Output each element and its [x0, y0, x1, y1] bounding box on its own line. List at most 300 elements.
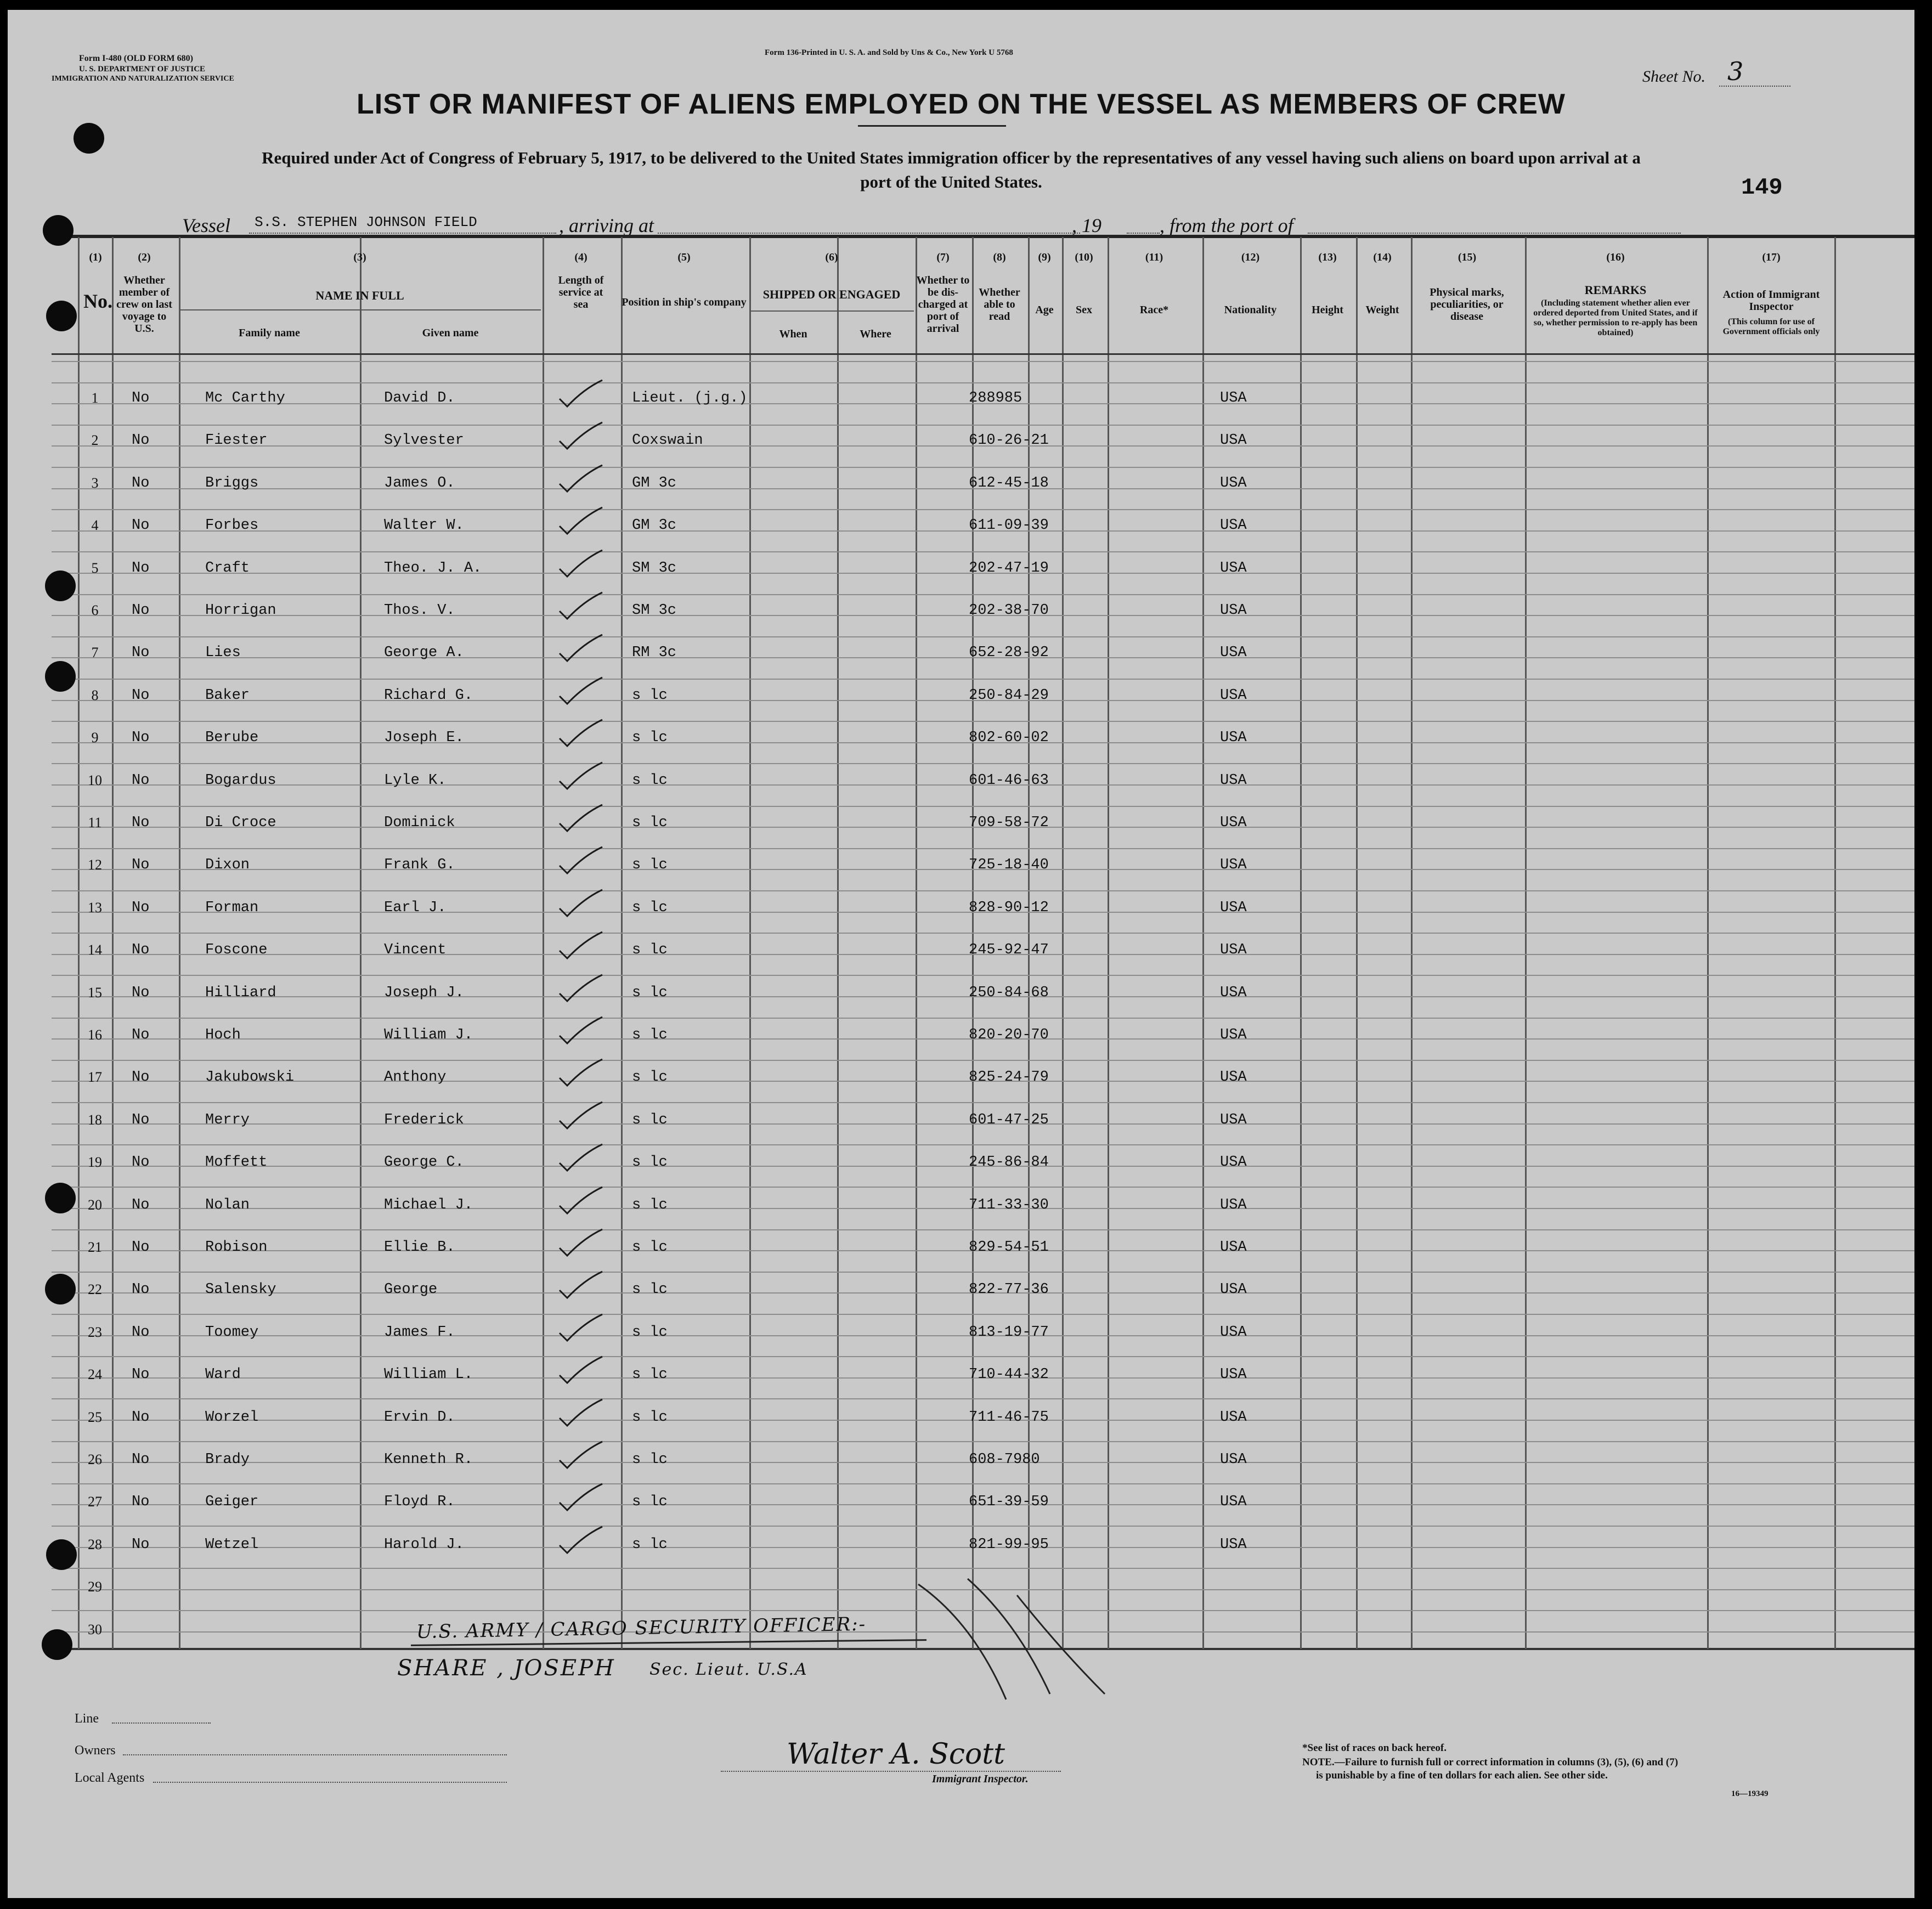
ruling-line: [52, 636, 1914, 637]
col3-num: (3): [353, 251, 366, 263]
check-mark-icon: [556, 760, 606, 793]
vessel-name-line: [249, 233, 556, 234]
cell-no: 21: [88, 1239, 102, 1255]
col10-label: Sex: [1076, 304, 1092, 316]
col6-where: Where: [860, 328, 891, 340]
cell-family: Robison: [205, 1239, 268, 1256]
cell-nat: USA: [1220, 1196, 1247, 1213]
cell-no: 26: [88, 1451, 102, 1467]
col17-num: (17): [1762, 251, 1781, 263]
cell-nat: USA: [1220, 1069, 1247, 1086]
vessel-label: Vessel: [182, 214, 230, 236]
cell-no: 10: [88, 772, 102, 788]
cell-position: s lc: [632, 1281, 668, 1298]
check-mark-icon: [556, 590, 606, 623]
cell-family: Geiger: [205, 1494, 259, 1511]
note-line1: NOTE.—Failure to furnish full or correct information in columns (3), (5), (6) and (7): [1302, 1756, 1679, 1768]
note-races: *See list of races on back hereof.: [1302, 1742, 1447, 1754]
cell-no: 19: [88, 1154, 102, 1171]
line-label: Line: [75, 1712, 99, 1726]
col10-num: (10): [1075, 251, 1093, 263]
check-mark-icon: [556, 888, 606, 920]
cell-family: Berube: [205, 730, 259, 747]
subtitle-line1: Required under Act of Congress of February 5, 1917, to be delivered to the United States immigration officer by the representatives of any vessel having such aliens on board upon arrival at a: [262, 148, 1641, 167]
check-mark-icon: [556, 1269, 606, 1302]
col7-label: Whether to be dis-charged at port of arrival: [916, 274, 970, 335]
check-mark-icon: [556, 675, 606, 708]
cell-family: Merry: [205, 1111, 250, 1128]
agents-label: Local Agents: [75, 1771, 145, 1785]
ruling-line: [52, 933, 1914, 934]
check-mark-icon: [556, 1312, 606, 1345]
cell-position: s lc: [632, 730, 668, 747]
col1-num: (1): [89, 251, 102, 263]
cell-given: David D.: [384, 390, 455, 406]
ruling-line: [52, 1144, 1914, 1145]
ruling-line: [52, 1314, 1914, 1315]
cell-family: Jakubowski: [205, 1069, 295, 1086]
cell-no: 27: [88, 1494, 102, 1510]
cell-family: Horrigan: [205, 602, 276, 619]
officer-name: SHARE , JOSEPH: [397, 1656, 615, 1681]
cell-position: Lieut. (j.g.): [632, 390, 748, 406]
vessel-name: S.S. STEPHEN JOHNSON FIELD: [255, 214, 477, 230]
binder-hole: [45, 1274, 76, 1304]
cell-prev: No: [132, 1324, 150, 1341]
col14-num: (14): [1373, 251, 1392, 263]
cell-nat: USA: [1220, 560, 1247, 577]
cell-given: Sylvester: [384, 432, 464, 449]
cell-nat: USA: [1220, 475, 1247, 492]
cell-nat: USA: [1220, 390, 1247, 406]
col3-label: NAME IN FULL: [315, 289, 404, 302]
cell-family: Salensky: [205, 1281, 276, 1298]
cell-family: Hilliard: [205, 984, 276, 1001]
ruling-line: [52, 1568, 1914, 1569]
cell-nat: USA: [1220, 857, 1247, 874]
col16-label: REMARKS: [1584, 283, 1647, 297]
ruling-line: [52, 1102, 1914, 1103]
cell-given: Dominick: [384, 815, 455, 831]
cell-family: Baker: [205, 687, 250, 704]
ruling-line: [52, 763, 1914, 764]
cell-nat: USA: [1220, 1281, 1247, 1298]
cell-given: Anthony: [384, 1069, 447, 1086]
cell-prev: No: [132, 602, 150, 619]
cell-prev: No: [132, 815, 150, 831]
ruling-line: [52, 1187, 1914, 1188]
cell-position: s lc: [632, 1069, 668, 1086]
cell-family: Lies: [205, 645, 241, 662]
strike-marks: [907, 1573, 1127, 1710]
check-mark-icon: [556, 632, 606, 665]
cell-position: s lc: [632, 1366, 668, 1383]
cell-read: 825-24-79: [969, 1069, 1049, 1086]
ruling-line: [52, 1356, 1914, 1357]
cell-nat: USA: [1220, 1239, 1247, 1256]
cell-prev: No: [132, 517, 150, 534]
cell-no: 11: [88, 815, 102, 831]
ruling-line: [52, 1018, 1914, 1019]
ruling-line: [52, 1526, 1914, 1527]
ruling-line: [52, 890, 1914, 891]
cell-family: Hoch: [205, 1027, 241, 1043]
col4-label: Length of service at sea: [558, 274, 604, 310]
cell-family: Di Croce: [205, 815, 276, 831]
cell-given: William L.: [384, 1366, 473, 1383]
cell-position: RM 3c: [632, 645, 677, 662]
cell-family: Moffett: [205, 1154, 268, 1171]
cell-nat: USA: [1220, 687, 1247, 704]
check-mark-icon: [556, 505, 606, 538]
cell-read: 612-45-18: [969, 475, 1049, 492]
column-divider: [1411, 237, 1413, 1649]
col6-subrule: [749, 310, 914, 312]
ruling-line: [52, 551, 1914, 552]
form-id: Form I-480 (OLD FORM 680): [79, 54, 193, 63]
cell-read: 610-26-21: [969, 432, 1049, 449]
from-port-line: [1308, 233, 1681, 234]
col11-num: (11): [1145, 251, 1163, 263]
col16-num: (16): [1606, 251, 1625, 263]
col2-label: Whether member of crew on last voyage to U.S.: [116, 274, 172, 335]
check-mark-icon: [556, 973, 606, 1006]
header-bottom-rule: [52, 353, 1914, 355]
cell-given: Floyd R.: [384, 1494, 455, 1511]
cell-nat: USA: [1220, 645, 1247, 662]
cell-no: 24: [88, 1366, 102, 1383]
cell-given: James O.: [384, 475, 455, 492]
title-rule: [858, 125, 1006, 127]
cell-nat: USA: [1220, 432, 1247, 449]
check-mark-icon: [556, 1524, 606, 1557]
cell-given: Joseph J.: [384, 984, 464, 1001]
service: IMMIGRATION AND NATURALIZATION SERVICE: [52, 75, 234, 83]
cell-read: 245-86-84: [969, 1154, 1049, 1171]
department: U. S. DEPARTMENT OF JUSTICE: [79, 65, 206, 74]
ruling-line: [52, 1483, 1914, 1484]
cell-position: s lc: [632, 687, 668, 704]
cell-no: 2: [91, 432, 99, 449]
cell-read: 802-60-02: [969, 730, 1049, 747]
column-divider: [1108, 237, 1109, 1649]
cell-position: s lc: [632, 1409, 668, 1426]
ruling-line: [52, 509, 1914, 510]
cell-prev: No: [132, 730, 150, 747]
cell-no: 17: [88, 1069, 102, 1086]
year-line: [1127, 233, 1160, 234]
page-title: LIST OR MANIFEST OF ALIENS EMPLOYED ON THE VESSEL AS MEMBERS OF CREW: [357, 88, 1566, 120]
cell-no: 7: [91, 645, 99, 661]
cell-given: Ervin D.: [384, 1409, 455, 1426]
cell-read: 709-58-72: [969, 815, 1049, 831]
cell-family: Craft: [205, 560, 250, 577]
cell-nat: USA: [1220, 815, 1247, 831]
ruling-line: [52, 382, 1914, 383]
sheet-number: 3: [1727, 57, 1744, 86]
cell-prev: No: [132, 942, 150, 959]
ruling-line: [52, 679, 1914, 680]
cell-no: 8: [91, 687, 99, 703]
cell-read: 820-20-70: [969, 1027, 1049, 1043]
cell-no: 25: [88, 1409, 102, 1425]
cell-prev: No: [132, 1154, 150, 1171]
officer-rank: Sec. Lieut. U.S.A: [649, 1660, 808, 1679]
cell-given: Lyle K.: [384, 772, 447, 789]
cell-family: Bogardus: [205, 772, 276, 789]
column-divider: [621, 237, 623, 1649]
cell-family: Dixon: [205, 857, 250, 874]
column-divider: [749, 237, 751, 1649]
cell-prev: No: [132, 432, 150, 449]
cell-read: 652-28-92: [969, 645, 1049, 662]
cell-read: 651-39-59: [969, 1494, 1049, 1511]
col12-num: (12): [1241, 251, 1260, 263]
cell-position: SM 3c: [632, 560, 677, 577]
cell-given: Joseph E.: [384, 730, 464, 747]
sheet-number-underline: [1719, 86, 1790, 87]
cell-nat: USA: [1220, 517, 1247, 534]
cell-family: Ward: [205, 1366, 241, 1383]
officer-line: U.S. ARMY / CARGO SECURITY OFFICER:-: [416, 1613, 867, 1643]
cell-position: SM 3c: [632, 602, 677, 619]
binder-hole: [45, 571, 76, 601]
cell-family: Toomey: [205, 1324, 259, 1341]
binder-hole: [46, 1539, 77, 1570]
cell-no: 20: [88, 1196, 102, 1213]
cell-nat: USA: [1220, 984, 1247, 1001]
cell-no: 9: [91, 730, 99, 746]
cell-position: s lc: [632, 1239, 668, 1256]
cell-prev: No: [132, 475, 150, 492]
cell-read: 711-46-75: [969, 1409, 1049, 1426]
binder-hole: [45, 661, 76, 692]
cell-position: s lc: [632, 772, 668, 789]
cell-nat: USA: [1220, 1027, 1247, 1043]
cell-prev: No: [132, 1409, 150, 1426]
ruling-line: [52, 467, 1914, 468]
cell-prev: No: [132, 687, 150, 704]
column-divider: [179, 237, 180, 1649]
check-mark-icon: [556, 718, 606, 750]
subtitle-line2: port of the United States.: [860, 172, 1042, 191]
cell-no: 15: [88, 984, 102, 1001]
cell-given: Richard G.: [384, 687, 473, 704]
cell-nat: USA: [1220, 899, 1247, 916]
agents-field: [153, 1782, 507, 1783]
col13-label: Height: [1312, 304, 1343, 316]
cell-no: 6: [91, 602, 99, 618]
cell-given: Michael J.: [384, 1196, 473, 1213]
check-mark-icon: [556, 845, 606, 878]
cell-no: 3: [91, 475, 99, 491]
cell-nat: USA: [1220, 1451, 1247, 1468]
column-divider: [1525, 237, 1527, 1649]
form-code: 16—19349: [1731, 1789, 1769, 1798]
cell-prev: No: [132, 390, 150, 406]
year-label: , 19: [1072, 214, 1101, 236]
cell-family: Forbes: [205, 517, 259, 534]
cell-no: 1: [91, 390, 99, 406]
cell-family: Worzel: [205, 1409, 259, 1426]
binder-hole: [45, 1183, 76, 1213]
signature-line: [721, 1771, 1061, 1772]
check-mark-icon: [556, 1185, 606, 1218]
check-mark-icon: [556, 1142, 606, 1175]
cell-read: 611-09-39: [969, 517, 1049, 534]
col4-num: (4): [574, 251, 587, 263]
col3-subrule: [179, 309, 541, 310]
cell-given: Ellie B.: [384, 1239, 455, 1256]
cell-prev: No: [132, 1239, 150, 1256]
col2-num: (2): [138, 251, 151, 263]
cell-family: Fiester: [205, 432, 268, 449]
cell-position: GM 3c: [632, 475, 677, 492]
cell-position: s lc: [632, 1324, 668, 1341]
cell-given: Frank G.: [384, 857, 455, 874]
check-mark-icon: [556, 420, 606, 453]
cell-read: 601-46-63: [969, 772, 1049, 789]
cell-read: 608-7980: [969, 1451, 1040, 1468]
cell-position: s lc: [632, 1196, 668, 1213]
cell-given: Kenneth R.: [384, 1451, 473, 1468]
cell-given: George C.: [384, 1154, 464, 1171]
cell-no: 13: [88, 899, 102, 916]
cell-position: s lc: [632, 1154, 668, 1171]
cell-position: s lc: [632, 942, 668, 959]
col8-num: (8): [993, 251, 1006, 263]
col17-sub: (This column for use of Government officials only: [1722, 317, 1820, 336]
manifest-sheet: [8, 10, 1914, 1898]
cell-nat: USA: [1220, 1324, 1247, 1341]
cell-nat: USA: [1220, 772, 1247, 789]
ruling-line: [52, 721, 1914, 722]
cell-given: Walter W.: [384, 517, 464, 534]
cell-prev: No: [132, 1027, 150, 1043]
cell-given: Earl J.: [384, 899, 447, 916]
ruling-line: [52, 1398, 1914, 1399]
cell-read: 601-47-25: [969, 1111, 1049, 1128]
ruling-line: [52, 975, 1914, 976]
col6-label: SHIPPED OR ENGAGED: [762, 287, 901, 301]
cell-prev: No: [132, 560, 150, 577]
cell-given: Theo. J. A.: [384, 560, 482, 577]
check-mark-icon: [556, 1354, 606, 1387]
column-divider: [1062, 237, 1064, 1649]
ruling-line: [52, 594, 1914, 595]
column-divider: [1834, 237, 1836, 1649]
cell-nat: USA: [1220, 1154, 1247, 1171]
cell-read: 821-99-95: [969, 1536, 1049, 1553]
col1-label: No.: [83, 290, 112, 312]
cell-family: Wetzel: [205, 1536, 259, 1553]
ruling-line: [52, 848, 1914, 849]
cell-read: 710-44-32: [969, 1366, 1049, 1383]
cell-position: s lc: [632, 899, 668, 916]
cell-given: James F.: [384, 1324, 455, 1341]
check-mark-icon: [556, 1057, 606, 1090]
cell-no: 16: [88, 1027, 102, 1043]
printer-note: Form 136-Printed in U. S. A. and Sold by Uns & Co., New York U 5768: [765, 48, 1013, 57]
from-port-label: , from the port of: [1160, 214, 1293, 236]
col9-num: (9): [1038, 251, 1051, 263]
col6-num: (6): [825, 251, 838, 263]
check-mark-icon: [556, 1482, 606, 1515]
cell-given: George A.: [384, 645, 464, 662]
cell-prev: No: [132, 1494, 150, 1511]
col5-num: (5): [677, 251, 691, 263]
cell-no: 18: [88, 1111, 102, 1128]
cell-prev: No: [132, 645, 150, 662]
col13-num: (13): [1318, 251, 1337, 263]
cell-no: 12: [88, 857, 102, 873]
sheet-label: Sheet No.: [1642, 67, 1705, 86]
owners-field: [123, 1754, 507, 1755]
column-divider: [916, 237, 917, 1649]
cell-given: William J.: [384, 1027, 473, 1043]
binder-hole: [46, 301, 77, 331]
cell-family: Forman: [205, 899, 259, 916]
inspector-label: Immigrant Inspector.: [932, 1773, 1029, 1785]
check-mark-icon: [556, 1397, 606, 1430]
check-mark-icon: [556, 803, 606, 835]
arriving-label: , arriving at: [559, 214, 654, 236]
note-line2: is punishable by a fine of ten dollars for each alien. See other side.: [1316, 1770, 1608, 1781]
cell-nat: USA: [1220, 1366, 1247, 1383]
col5-label: Position in ship's company: [622, 296, 747, 308]
cell-family: Foscone: [205, 942, 268, 959]
col12-label: Nationality: [1224, 304, 1277, 316]
ruling-line: [52, 1060, 1914, 1061]
cell-given: Vincent: [384, 942, 447, 959]
check-mark-icon: [556, 930, 606, 963]
cell-position: s lc: [632, 1494, 668, 1511]
cell-family: Brady: [205, 1451, 250, 1468]
cell-position: s lc: [632, 984, 668, 1001]
col17-label: Action of Immigrant Inspector: [1722, 289, 1820, 313]
ruling-line: [52, 425, 1914, 426]
table-top-rule: [52, 235, 1914, 238]
cell-no: 28: [88, 1536, 102, 1552]
cell-no: 22: [88, 1281, 102, 1298]
col11-label: Race*: [1139, 304, 1169, 316]
cell-nat: USA: [1220, 1536, 1247, 1553]
cell-prev: No: [132, 1196, 150, 1213]
cell-position: Coxswain: [632, 432, 703, 449]
col3-family: Family name: [239, 327, 300, 339]
check-mark-icon: [556, 1439, 606, 1472]
owners-label: Owners: [75, 1743, 116, 1758]
cell-position: s lc: [632, 1111, 668, 1128]
cell-family: Briggs: [205, 475, 259, 492]
cell-family: Mc Carthy: [205, 390, 285, 406]
cell-given: Thos. V.: [384, 602, 455, 619]
column-divider: [1356, 237, 1358, 1649]
inspector-signature: Walter A. Scott: [787, 1738, 1005, 1771]
ruling-line: [52, 1441, 1914, 1442]
col16-sub: (Including statement whether alien ever ordered deported from United States, and if so, whether permission to re-apply has been obtained): [1533, 298, 1698, 337]
binder-hole: [74, 123, 104, 154]
cell-read: 725-18-40: [969, 857, 1049, 874]
check-mark-icon: [556, 1100, 606, 1133]
ruling-line: [52, 1272, 1914, 1273]
cell-given: George: [384, 1281, 438, 1298]
cell-no: 5: [91, 560, 99, 576]
cell-no: 29: [88, 1579, 102, 1595]
cell-prev: No: [132, 1366, 150, 1383]
cell-given: Harold J.: [384, 1536, 464, 1553]
col8-label: Whether able to read: [979, 286, 1020, 323]
